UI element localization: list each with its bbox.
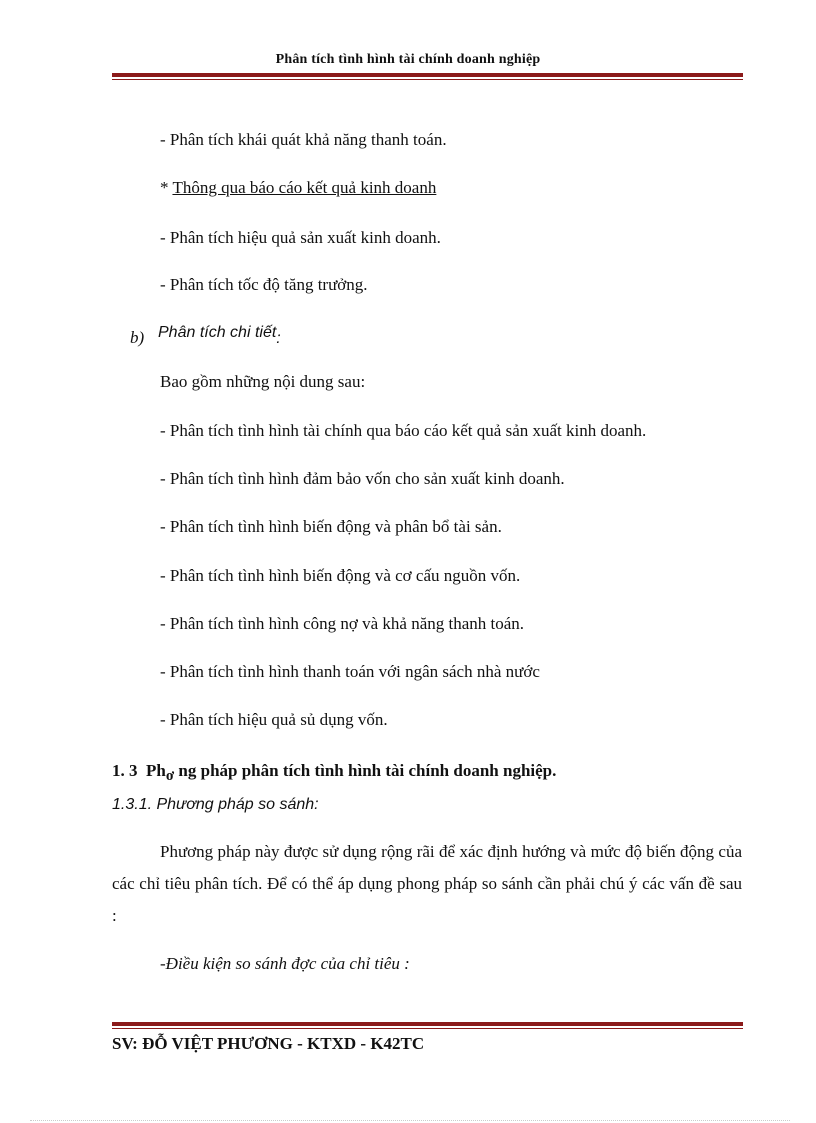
section-1-3-title-rest: ng pháp phân tích tình hình tài chính doanh nghiệp.	[178, 761, 557, 780]
list-item-business-report	[160, 178, 436, 198]
detail-item: - Phân tích hiệu quả sủ dụng vốn.	[160, 710, 388, 729]
section-b-label: b)	[130, 328, 145, 347]
details-intro: Bao gồm những nội dung sau:	[160, 372, 366, 391]
page-header-title: Phân tích tình hình tài chính doanh nghiệp	[275, 52, 541, 67]
detail-item: - Phân tích tình hình đảm bảo vốn cho sản xuất kinh doanh.	[160, 469, 565, 488]
detail-item: - Phân tích tình hình biến động và phân bổ tài sản.	[160, 517, 502, 536]
section-1-3-number: 1. 3	[112, 761, 138, 780]
section-b-colon: :	[276, 330, 281, 347]
footer-author: SV: ĐỖ VIỆT PHƯƠNG - KTXD - K42TC	[112, 1034, 425, 1053]
section-1-3-1-heading: 1.3.1. Phương pháp so sánh:	[112, 796, 319, 813]
section-1-3-heading	[112, 761, 557, 784]
page-bottom-dotted-line	[30, 1120, 790, 1121]
business-report-heading: Thông qua báo cáo kết quả kinh doanh	[172, 178, 437, 197]
section-1-3-title-start: Ph	[146, 761, 166, 780]
header-rule	[112, 73, 743, 80]
list-item-growth-rate: - Phân tích tốc độ tăng trưởng.	[160, 275, 368, 294]
section-b-title-text: Phân tích chi tiết	[158, 324, 277, 341]
footer-rule	[112, 1022, 743, 1029]
asterisk-bullet: *	[160, 178, 173, 197]
list-item-overview-solvency: - Phân tích khái quát khả năng thanh toán.	[160, 130, 447, 149]
detail-item: - Phân tích tình hình tài chính qua báo cáo kết quả sản xuất kinh doanh.	[160, 421, 647, 440]
section-b-title	[158, 324, 281, 347]
detail-item: - Phân tích tình hình biến động và cơ cấu nguồn vốn.	[160, 566, 521, 585]
detail-item: - Phân tích tình hình công nợ và khả năng thanh toán.	[160, 614, 525, 633]
comparison-condition: -Điều kiện so sánh đợc của chỉ tiêu :	[160, 954, 410, 973]
list-item-production-efficiency: - Phân tích hiệu quả sản xuất kinh doanh.	[160, 228, 441, 247]
section-1-3-title-glyph: ơ	[165, 768, 175, 784]
detail-item: - Phân tích tình hình thanh toán với ngân sách nhà nước	[160, 662, 540, 681]
comparison-paragraph: Phương pháp này được sử dụng rộng rãi để xác định hướng và mức độ biến động của các chỉ tiêu phân tích. Để có thể áp dụng phong pháp so sánh cần phải chú ý các vấn đề sau :	[112, 842, 742, 925]
